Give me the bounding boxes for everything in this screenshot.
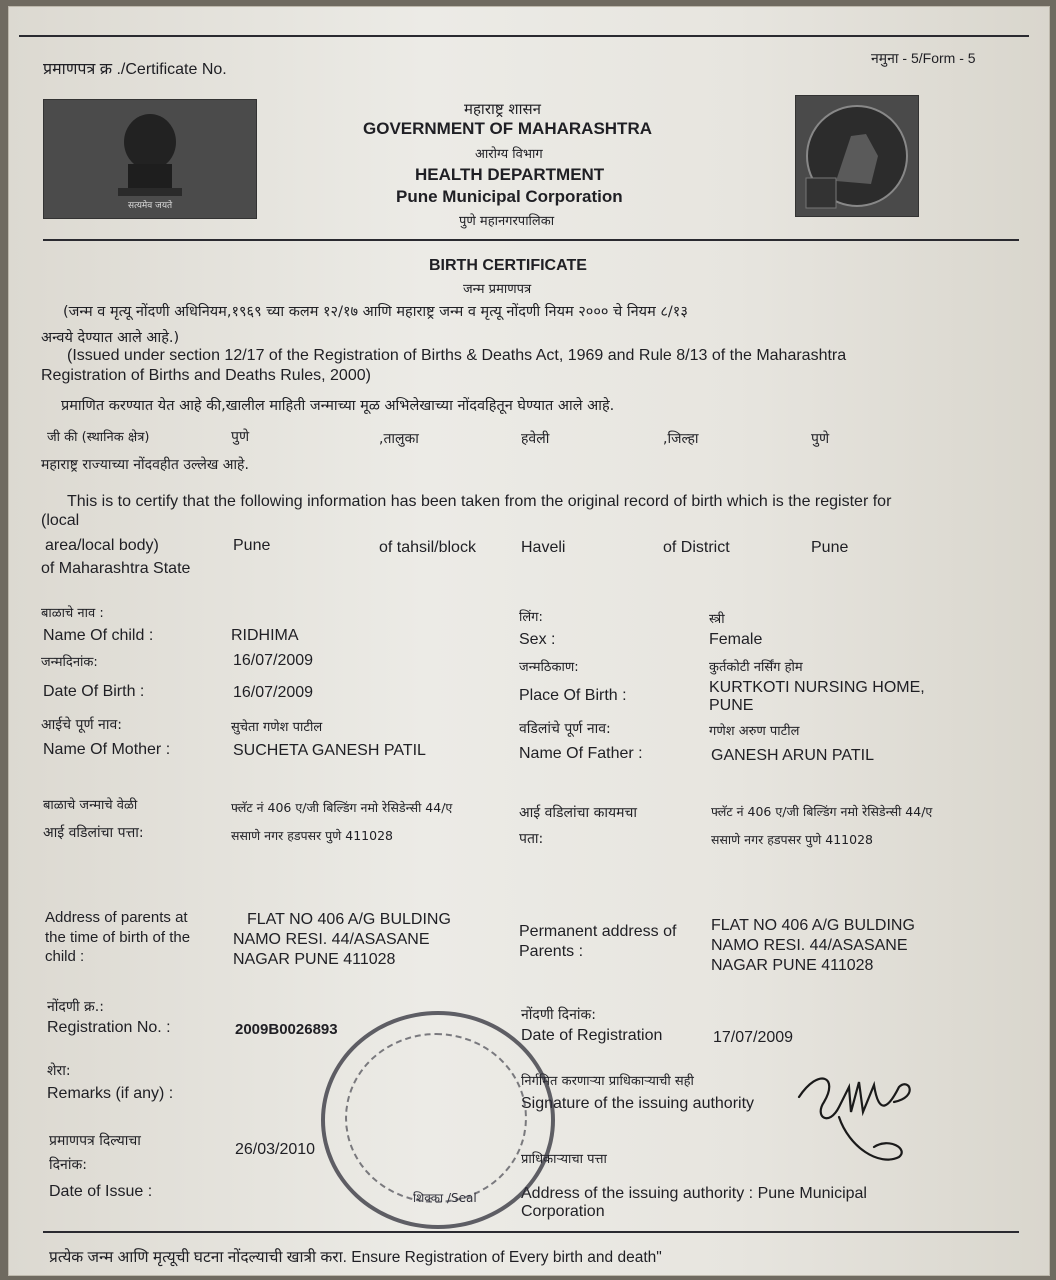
act-marathi-line1: (जन्म व मृत्यू नोंदणी अधिनियम,१९६९ च्या कलम १२/१७ आणि महाराष्ट्र जन्म व मृत्यू नोंदणी नियम २००० चे नियम ८/१३ (63, 304, 688, 320)
reg-date-label: Date of Registration (521, 1027, 663, 1044)
government-name: GOVERNMENT OF MAHARASHTRA (363, 119, 652, 138)
district-marathi: पुणे (811, 431, 830, 447)
corporation-name: Pune Municipal Corporation (396, 187, 623, 206)
mother-value-marathi: सुचेता गणेश पाटील (231, 720, 323, 735)
local-label-english-2: area/local body) (45, 537, 159, 554)
reg-no-label: Registration No. : (47, 1019, 171, 1036)
mother-label-marathi: आईचे पूर्ण नाव: (41, 717, 122, 733)
birth-address-label-2: the time of birth of the (45, 929, 191, 946)
seal-label: शिक्का /Seal (413, 1191, 477, 1205)
top-rule (19, 35, 1029, 37)
ashoka-emblem-logo (43, 99, 257, 219)
tahsil-english: Haveli (521, 539, 566, 556)
birth-address-label-marathi-2: आई वडिलांचा पत्ता: (43, 825, 144, 841)
issue-date-value: 26/03/2010 (235, 1141, 316, 1158)
department-marathi: आरोग्य विभाग (475, 147, 543, 162)
birth-address-value-3: NAGAR PUNE 411028 (233, 951, 396, 968)
sex-label-marathi: लिंग: (519, 610, 543, 625)
birth-address-label-3: child : (45, 948, 85, 965)
father-value-marathi: गणेश अरुण पाटील (709, 724, 800, 739)
child-label-marathi: बाळाचे नाव : (41, 606, 104, 621)
form-number: नमुना - 5/Form - 5 (871, 50, 976, 66)
pob-value-line1: KURTKOTI NURSING HOME, (709, 679, 925, 696)
act-english-line2: Registration of Births and Deaths Rules, 2000) (41, 367, 371, 384)
taluka-marathi: हवेली (521, 431, 550, 447)
permanent-address-value-marathi-2: ससाणे नगर हडपसर पुणे 411028 (711, 832, 873, 847)
remarks-label: Remarks (if any) : (47, 1085, 174, 1102)
district-label-english: of District (663, 539, 730, 556)
birth-address-label-marathi-1: बाळाचे जन्माचे वेळी (43, 798, 138, 813)
father-label-marathi: वडिलांचे पूर्ण नाव: (519, 721, 611, 737)
father-label: Name Of Father : (519, 745, 643, 762)
birth-address-value-1: FLAT NO 406 A/G BULDING (247, 911, 451, 928)
permanent-address-label-marathi-1: आई वडिलांचा कायमचा (519, 805, 638, 821)
certificate-no-label: प्रमाणपत्र क्र ./Certificate No. (43, 61, 227, 78)
certificate-title: BIRTH CERTIFICATE (429, 257, 587, 274)
mother-label: Name Of Mother : (43, 741, 171, 758)
birth-address-label-1: Address of parents at (45, 909, 188, 926)
dob-value: 16/07/2009 (233, 684, 314, 701)
corporation-marathi: पुणे महानगरपालिका (459, 214, 555, 229)
sex-value: Female (709, 631, 763, 648)
issue-date-label-marathi-1: प्रमाणपत्र दिल्याचा (49, 1133, 141, 1149)
reg-no-label-marathi: नोंदणी क्र.: (47, 999, 104, 1015)
pob-value-line2: PUNE (709, 697, 754, 714)
authority-address-line2: Corporation (521, 1203, 605, 1220)
birth-certificate-document (8, 6, 1050, 1276)
sex-value-marathi: स्त्री (709, 612, 725, 627)
register-mention-marathi: महाराष्ट्र राज्याच्या नोंदवहीत उल्लेख आहे. (41, 457, 249, 473)
permanent-address-label-marathi-2: पता: (519, 831, 544, 847)
authority-address-line1: Address of the issuing authority : Pune Municipal (521, 1185, 867, 1202)
authority-address-label-marathi: प्राधिकाऱ्याचा पत्ता (521, 1152, 607, 1167)
signature-label-marathi: निर्गमित करणाऱ्या प्राधिकाऱ्याची सही (521, 1074, 694, 1089)
act-english-line1: (Issued under section 12/17 of the Registration of Births & Deaths Act, 1969 and Rule 8/13 of the Maharashtra (67, 347, 847, 364)
signature-label: Signature of the issuing authority (521, 1095, 755, 1112)
pob-label: Place Of Birth : (519, 687, 627, 704)
birth-address-value-marathi-2: ससाणे नगर हडपसर पुणे 411028 (231, 828, 393, 843)
state-english: of Maharashtra State (41, 560, 191, 577)
local-area-marathi: पुणे (231, 429, 250, 445)
taluka-label-marathi: ,तालुका (379, 431, 419, 447)
reg-date-value: 17/07/2009 (713, 1029, 794, 1046)
seal-inner-ring (345, 1033, 527, 1203)
issue-date-label-marathi-2: दिनांक: (49, 1157, 87, 1173)
local-area-label-marathi: जी की (स्थानिक क्षेत्र) (47, 430, 150, 445)
permanent-address-value-marathi-1: फ्लॅट नं 406 ए/जी बिल्डिंग नमो रेसिडेन्सी 44/ए (711, 804, 933, 819)
sex-label: Sex : (519, 631, 556, 648)
certify-english: This is to certify that the following information has been taken from the original record of birth which is the register for (67, 493, 892, 510)
father-name-value: GANESH ARUN PATIL (711, 747, 874, 764)
pob-label-marathi: जन्मठिकाण: (519, 660, 579, 675)
emblem-motto: सत्यमेव जयते (128, 201, 173, 211)
reg-no-value: 2009B0026893 (235, 1021, 338, 1038)
district-label-marathi: ,जिल्हा (663, 431, 699, 447)
certificate-title-marathi: जन्म प्रमाणपत्र (463, 282, 532, 297)
child-name-value: RIDHIMA (231, 627, 299, 644)
authority-signature (779, 1057, 929, 1187)
district-english: Pune (811, 539, 849, 556)
footer-note: प्रत्येक जन्म आणि मृत्यूची घटना नोंदल्याची खात्री करा. Ensure Registration of Every birth and death" (49, 1249, 662, 1266)
header-rule (43, 239, 1019, 241)
permanent-address-value-2: NAMO RESI. 44/ASASANE (711, 937, 908, 954)
reg-date-label-marathi: नोंदणी दिनांक: (521, 1007, 596, 1023)
permanent-address-label-2: Parents : (519, 943, 584, 960)
permanent-address-value-1: FLAT NO 406 A/G BULDING (711, 917, 915, 934)
birth-address-value-marathi-1: फ्लॅट नं 406 ए/जी बिल्डिंग नमो रेसिडेन्सी 44/ए (231, 800, 453, 815)
dob-label: Date Of Birth : (43, 683, 145, 700)
certify-marathi: प्रमाणित करण्यात येत आहे की,खालील माहिती जन्माच्या मूळ अभिलेखाच्या नोंदवहितून घेण्यात आले आहे. (61, 398, 615, 414)
permanent-address-value-3: NAGAR PUNE 411028 (711, 957, 874, 974)
permanent-address-label-1: Permanent address of (519, 923, 677, 940)
child-label: Name Of child : (43, 627, 154, 644)
issue-date-label: Date of Issue : (49, 1183, 153, 1200)
remarks-label-marathi: शेरा: (47, 1063, 71, 1079)
footer-rule (43, 1231, 1019, 1233)
pob-value-marathi: कुर्तकोटी नर्सिंग होम (709, 660, 803, 675)
pmc-logo (795, 95, 919, 217)
dob-value-marathi: 16/07/2009 (233, 652, 314, 669)
act-marathi-line2: अन्वये देण्यात आले आहे.) (41, 330, 180, 346)
tahsil-label-english: of tahsil/block (379, 539, 476, 556)
department-name: HEALTH DEPARTMENT (415, 165, 605, 184)
dob-label-marathi: जन्मदिनांक: (41, 655, 98, 670)
local-label-english-1: (local (41, 512, 80, 529)
mother-name-value: SUCHETA GANESH PATIL (233, 742, 426, 759)
local-area-english: Pune (233, 537, 271, 554)
state-name-marathi: महाराष्ट्र शासन (464, 100, 541, 118)
birth-address-value-2: NAMO RESI. 44/ASASANE (233, 931, 430, 948)
